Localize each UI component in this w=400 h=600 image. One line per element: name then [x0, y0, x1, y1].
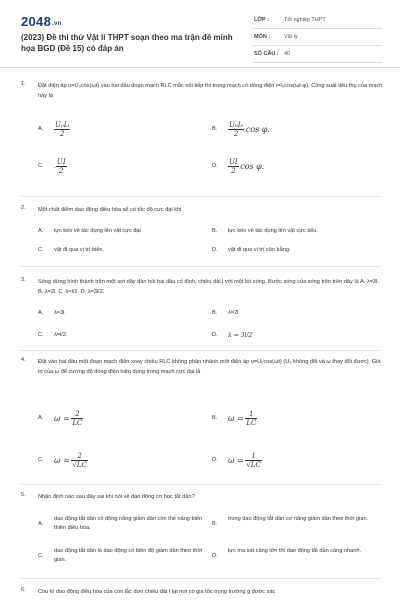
fraction: $\frac{\text{U₀I₀}}{2}$: [55, 121, 70, 138]
option-text: vật đi qua vị trí cân bằng.: [228, 247, 291, 253]
meta-subject-row: [252, 29, 382, 46]
option-text: λ=l/2.: [54, 332, 68, 338]
option-text: vật đi qua vị trí biên.: [54, 247, 105, 253]
option-text: dao động tắt dần có động năng giảm dần còn thế năng biến thiên điều hòa.: [54, 516, 203, 531]
option-letter: A.: [38, 310, 44, 316]
option-letter: D.: [212, 163, 218, 169]
option-letter: B.: [212, 415, 218, 421]
meta-class-value: Tốt nghiệp THPT: [284, 17, 326, 23]
option-letter: A.: [38, 521, 44, 527]
meta-subject-value: Vật lý: [284, 34, 298, 40]
option-letter: C.: [38, 332, 44, 338]
option-text: lực kéo về tác dụng lên vật cực tiểu.: [228, 228, 318, 234]
meta-subject-label: MÔN :: [254, 34, 271, 40]
fraction: $\frac{2}{√LC}$: [72, 452, 87, 469]
question-divider: [21, 196, 381, 197]
question-text: Đặt vào hai đầu một đoạn mạch điện xoay chiều RLC không phân nhánh một điện áp u=U₀cos(ωt) (U₀ không đổi và ω thay đổi được). Giá trị của ω để cường độ dòng điện hiệu dụng trong mạch cực đại là: [38, 359, 381, 375]
fraction: $\frac{1}{LC}$: [246, 410, 257, 427]
option-letter: B.: [212, 521, 218, 527]
option-text: λ=3l.: [54, 310, 66, 316]
question-number: 3.: [21, 277, 26, 283]
option-letter: A.: [38, 228, 44, 234]
question-text: Sóng dừng hình thành trên một sợi dây đàn hồi hai đầu cố định, chiều dài l với một bó sóng. Bước sóng của sóng trên trên dây là A. λ=3l. B. λ=2l. C. λ=l/2. D. λ=3l/2.: [38, 279, 379, 295]
option-letter: C.: [38, 247, 44, 253]
question-number: 5.: [21, 492, 26, 498]
site-logo[interactable]: 2048.vn: [21, 14, 62, 29]
question-divider: [21, 578, 381, 579]
question-number: 6.: [21, 587, 26, 593]
option-letter: C.: [38, 163, 44, 169]
question-text: Chu kì dao động điều hòa của con lắc đơn chiều dài l tại nơi có gia tốc trọng trường g được xác: [38, 589, 276, 595]
fraction: $\frac{\text{U₀I₀}}{2}$: [229, 121, 244, 138]
question-divider: [21, 484, 381, 485]
document-title: (2023) Đề thi thử Vật lí THPT soạn theo ma trận đề minh họa BGD (Đề 15) có đáp án: [21, 33, 233, 53]
option-text: trong dao động tắt dần cơ năng giảm dần theo thời gian.: [228, 516, 369, 522]
question-divider: [21, 266, 381, 267]
meta-count-value: 40: [284, 51, 291, 57]
option-letter: A.: [38, 126, 44, 132]
option-letter: D.: [212, 457, 218, 463]
fraction: $\frac{1}{√LC}$: [246, 452, 261, 469]
option-text: lực kéo về tác dụng lên vật cực đại: [54, 228, 141, 234]
question-divider: [21, 350, 381, 351]
option-letter: C.: [38, 457, 44, 463]
question-text: Nhận định nào sau đây sai khi nói về dao động cơ học tắt dần?: [38, 494, 195, 500]
option-letter: B.: [212, 126, 218, 132]
option-text: λ = 3l/2: [228, 332, 253, 339]
option-letter: C.: [38, 553, 44, 559]
option-text: lực ma sát càng lớn thì dao động tắt dần càng nhanh.: [228, 548, 362, 554]
meta-count-row: [252, 46, 382, 63]
question-number: 1.: [21, 81, 26, 87]
fraction: $\frac{UI}{2}$: [56, 158, 66, 175]
question-text: Đặt điện áp u=U₀cos(ωt) vào hai đầu đoạn mạch RLC mắc nối tiếp thì trong mạch có dòng điện i=I₀cos(ωt-φ). Công suất tiêu thụ của mạch này là: [38, 83, 383, 99]
option-text: λ=2l.: [228, 310, 240, 316]
question-number: 2.: [21, 205, 26, 211]
question-number: 4.: [21, 357, 26, 363]
option-letter: B.: [212, 310, 218, 316]
document-header: [0, 0, 400, 68]
question-text: Một chất điểm dao động điều hòa sẽ có tốc độ cực đại khi: [38, 207, 182, 213]
fraction: $\frac{2}{LC}$: [72, 410, 83, 427]
option-letter: A.: [38, 415, 44, 421]
option-letter: D.: [212, 332, 218, 338]
option-letter: D.: [212, 553, 218, 559]
meta-class-label: LỚP :: [254, 17, 269, 23]
meta-class-row: [252, 12, 382, 29]
option-letter: D.: [212, 247, 218, 253]
meta-count-label: SỐ CÂU :: [254, 51, 279, 57]
option-text: dao động tắt dần là dao động có biên độ giảm dần theo thời gian.: [54, 548, 203, 563]
fraction: $\frac{UI}{2}$: [229, 158, 238, 175]
option-letter: B.: [212, 228, 218, 234]
